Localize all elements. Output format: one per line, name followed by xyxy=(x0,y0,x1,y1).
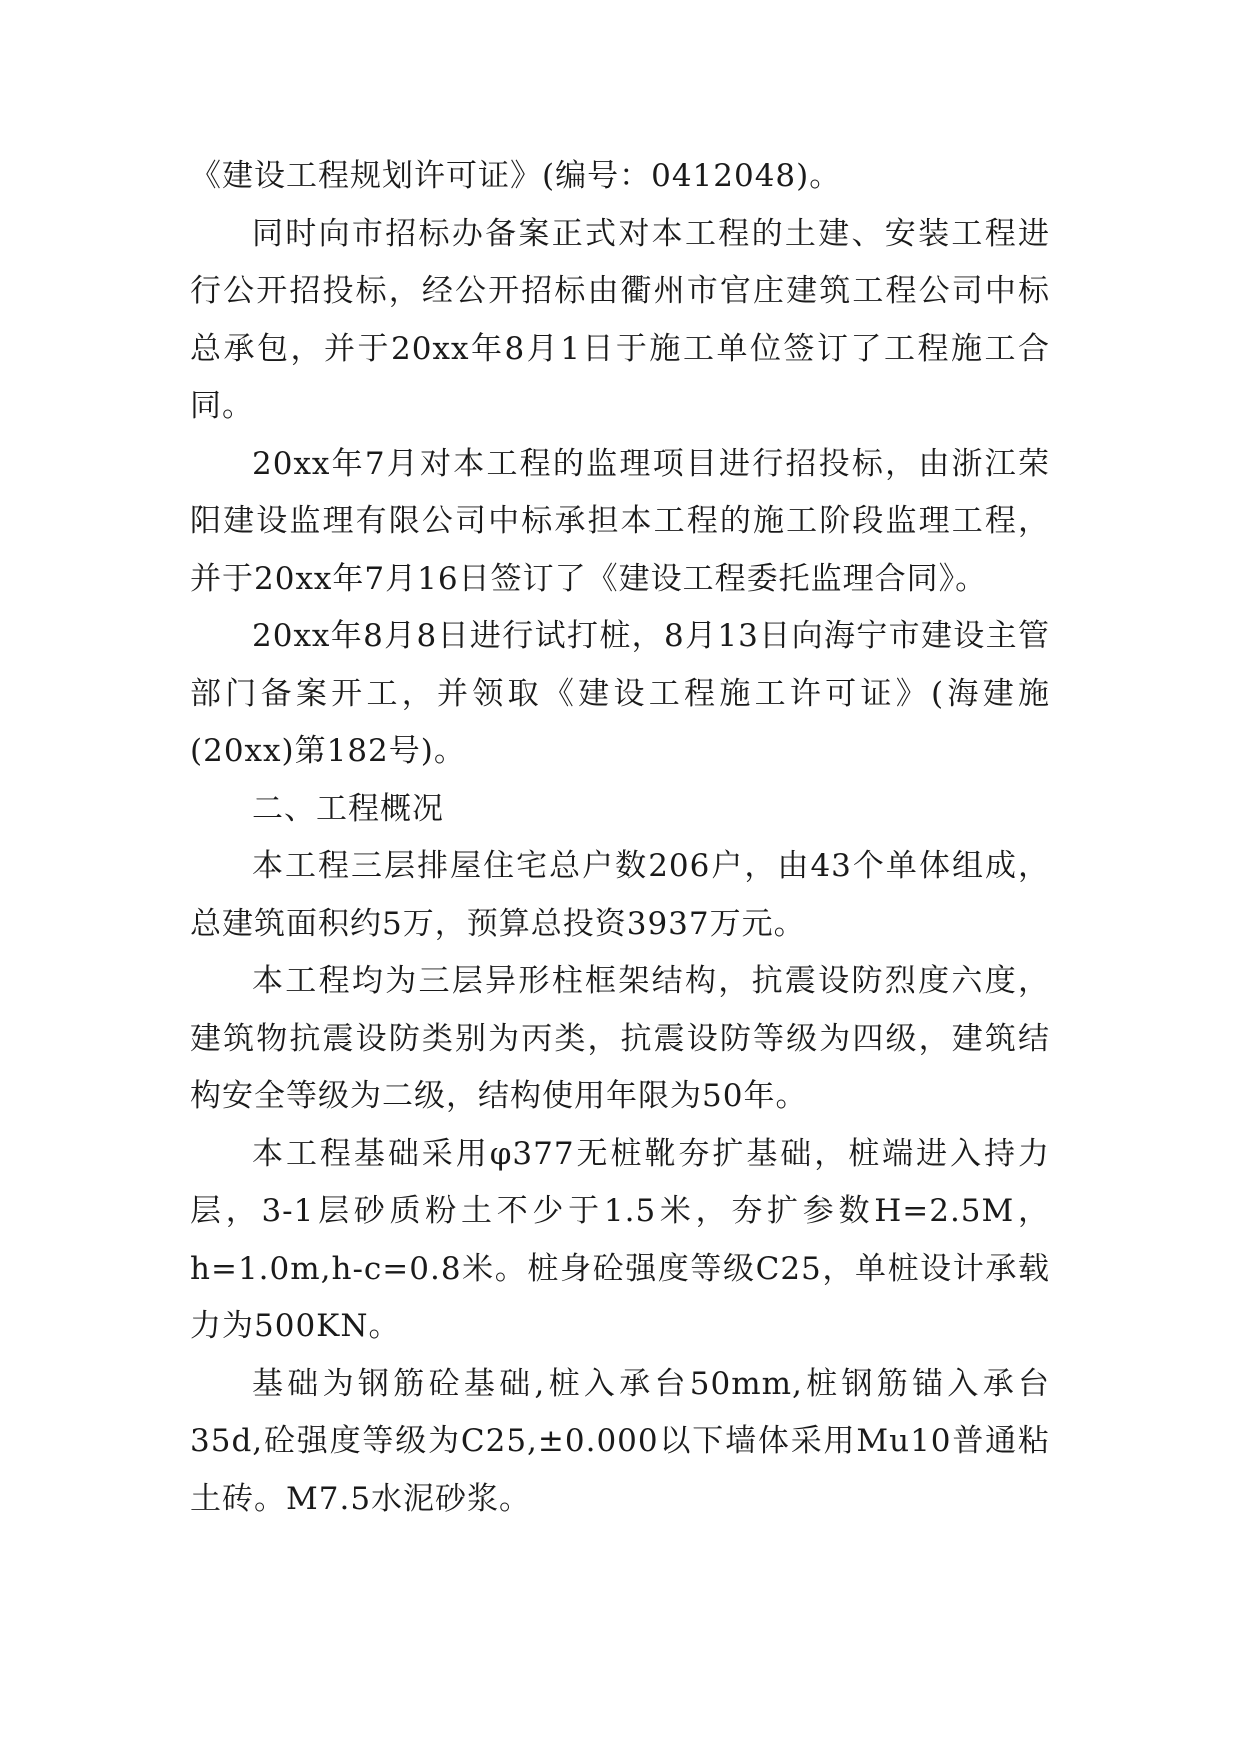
document-body xyxy=(190,148,1050,1528)
paragraph-foundation-piles: 本工程基础采用φ377无桩靴夯扩基础，桩端进入持力层，3-1层砂质粉土不少于1.5米，夯扩参数H=2.5M，h=1.0m,h-c=0.8米。桩身砼强度等级C25，单桩设计承载力为500KN。 xyxy=(190,1135,1050,1344)
paragraph-tendering: 同时向市招标办备案正式对本工程的土建、安装工程进行公开招投标，经公开招标由衢州市官庄建筑工程公司中标总承包，并于20xx年8月1日于施工单位签订了工程施工合同。 xyxy=(190,215,1050,424)
paragraph-permit-number: 《建设工程规划许可证》(编号：0412048)。 xyxy=(190,158,842,194)
paragraph-housing-units: 本工程三层排屋住宅总户数206户，由43个单体组成，总建筑面积约5万，预算总投资3937万元。 xyxy=(190,848,1050,942)
section-heading-project-overview: 二、工程概况 xyxy=(252,790,444,827)
paragraph-structure: 本工程均为三层异形柱框架结构，抗震设防烈度六度，建筑物抗震设防类别为丙类，抗震设防等级为四级，建筑结构安全等级为二级，结构使用年限为50年。 xyxy=(190,963,1050,1114)
paragraph-trial-piling: 20xx年8月8日进行试打桩，8月13日向海宁市建设主管部门备案开工，并领取《建设工程施工许可证》(海建施(20xx)第182号)。 xyxy=(190,618,1050,769)
paragraph-foundation-concrete: 基础为钢筋砼基础,桩入承台50mm,桩钢筋锚入承台35d,砼强度等级为C25,±0.000以下墙体采用Mu10普通粘土砖。M7.5水泥砂浆。 xyxy=(190,1365,1050,1517)
paragraph-supervision-bidding: 20xx年7月对本工程的监理项目进行招投标，由浙江荣阳建设监理有限公司中标承担本工程的施工阶段监理工程，并于20xx年7月16日签订了《建设工程委托监理合同》。 xyxy=(190,445,1050,597)
